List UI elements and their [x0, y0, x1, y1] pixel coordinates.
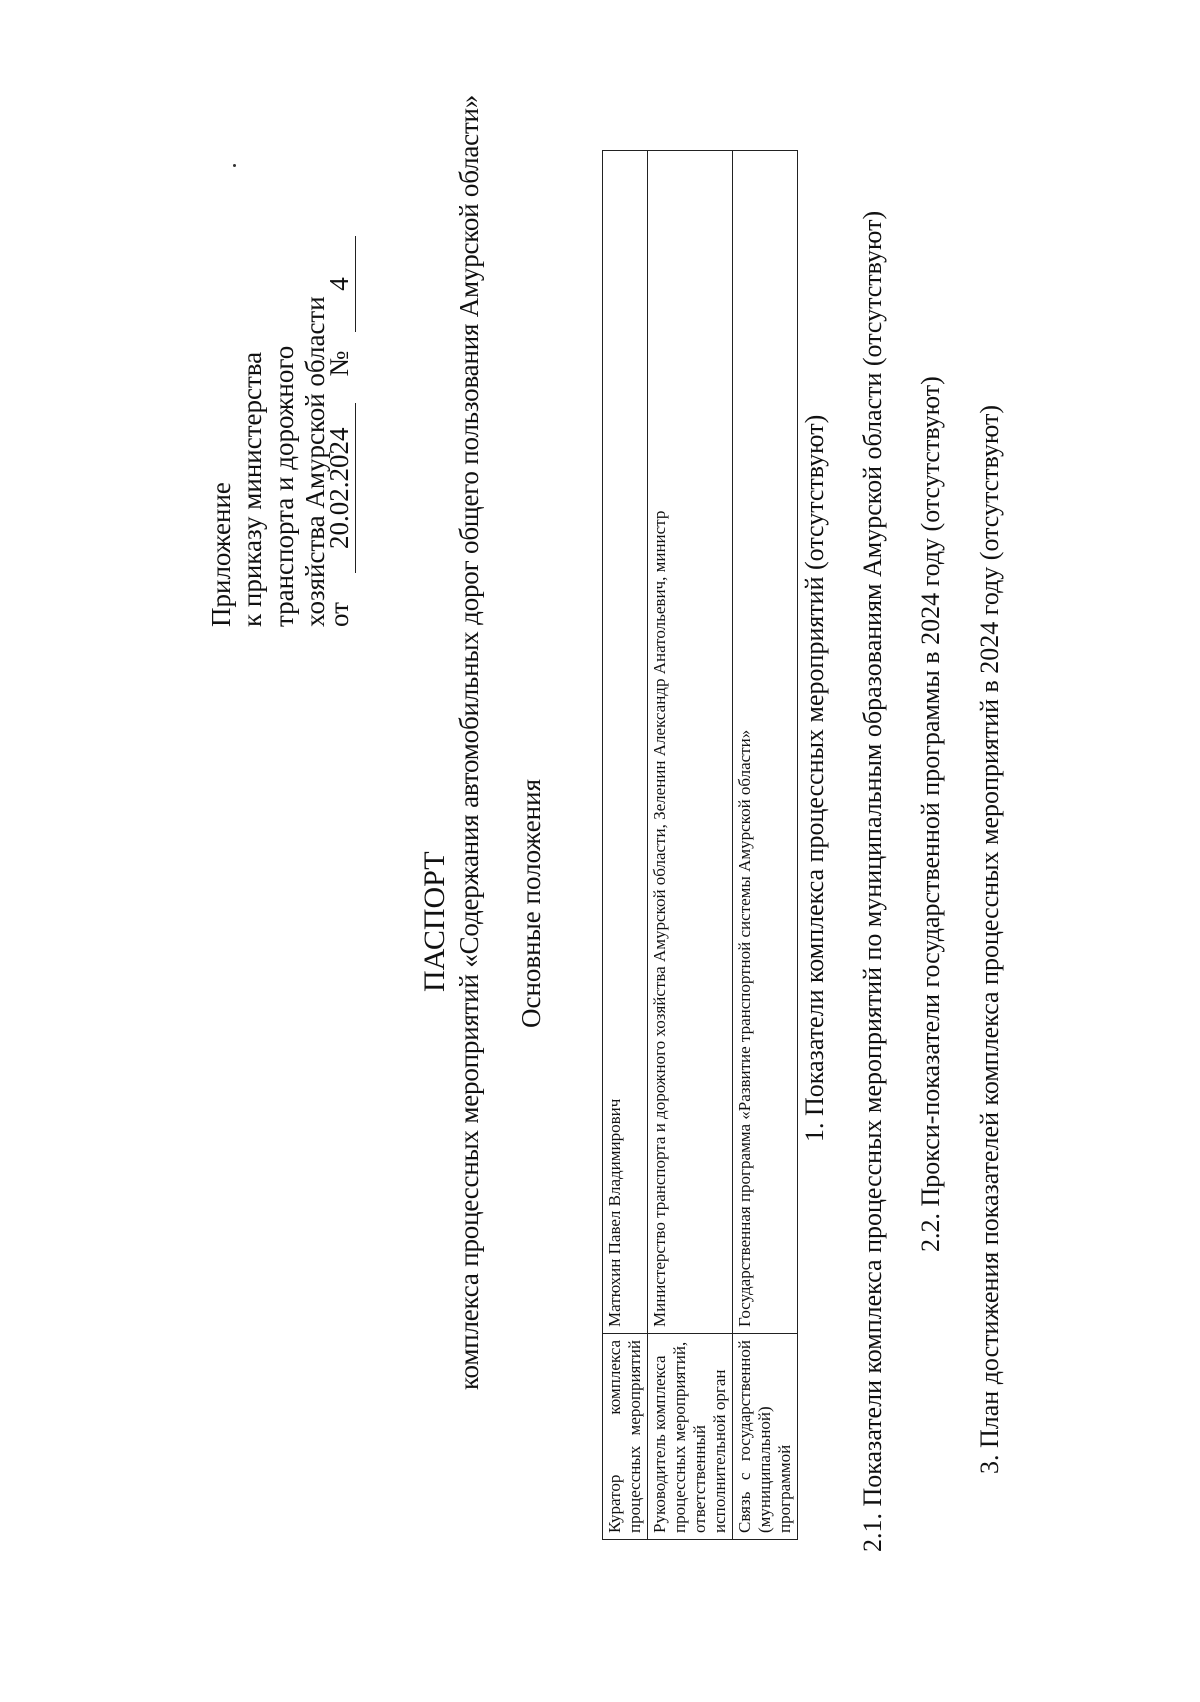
table-cell-value: Министерство транспорта и дорожного хозяйства Амурской области, Зеленин Александр Анатольевич, министр	[648, 151, 733, 1334]
table-cell-value: Матюхин Павел Владимирович	[603, 151, 648, 1334]
appendix-line-2: к приказу министерства	[237, 351, 267, 627]
table-cell-label: Куратор комплекса процессных мероприятий	[603, 1334, 648, 1540]
section-1-heading: 1. Показатели комплекса процессных мероприятий (отсутствуют)	[800, 414, 829, 1142]
table-cell-label: Связь с государственной (муниципальной) программой	[733, 1334, 798, 1540]
document-subtitle: комплекса процессных мероприятий «Содержания автомобильных дорог общего пользования Амурской области»	[454, 94, 484, 1390]
table-row	[603, 151, 648, 1540]
number-label: №	[324, 350, 354, 377]
basic-table	[602, 150, 798, 1540]
section-2-2-heading: 2.2. Прокси-показатели государственной программы в 2024 году (отсутствуют)	[916, 376, 945, 1252]
document-title: ПАСПОРТ	[418, 851, 451, 992]
table-row	[648, 151, 733, 1540]
table-cell-value: Государственная программа «Развитие транспортной системы Амурской области»	[733, 151, 798, 1334]
order-date: 20.02.2024	[323, 403, 356, 573]
order-number: 4	[323, 236, 356, 332]
table-row	[733, 151, 798, 1540]
from-label: от	[324, 602, 354, 627]
order-date-line	[323, 236, 356, 627]
appendix-line-3: транспорта и дорожного	[269, 345, 299, 627]
basic-heading: Основные положения	[516, 779, 546, 1028]
appendix-label: Приложение	[206, 482, 236, 627]
appendix-line-4: хозяйства Амурской области	[300, 296, 330, 627]
section-2-1-heading: 2.1. Показатели комплекса процессных мероприятий по муниципальным образованиям Амурской области (отсутствуют)	[858, 210, 887, 1552]
section-3-heading: 3. План достижения показателей комплекса процессных мероприятий в 2024 году (отсутствуют)	[975, 404, 1004, 1474]
scan-speck	[233, 164, 236, 167]
table-cell-label: Руководитель комплекса процессных мероприятий, ответственный исполнительной орган	[648, 1334, 733, 1540]
